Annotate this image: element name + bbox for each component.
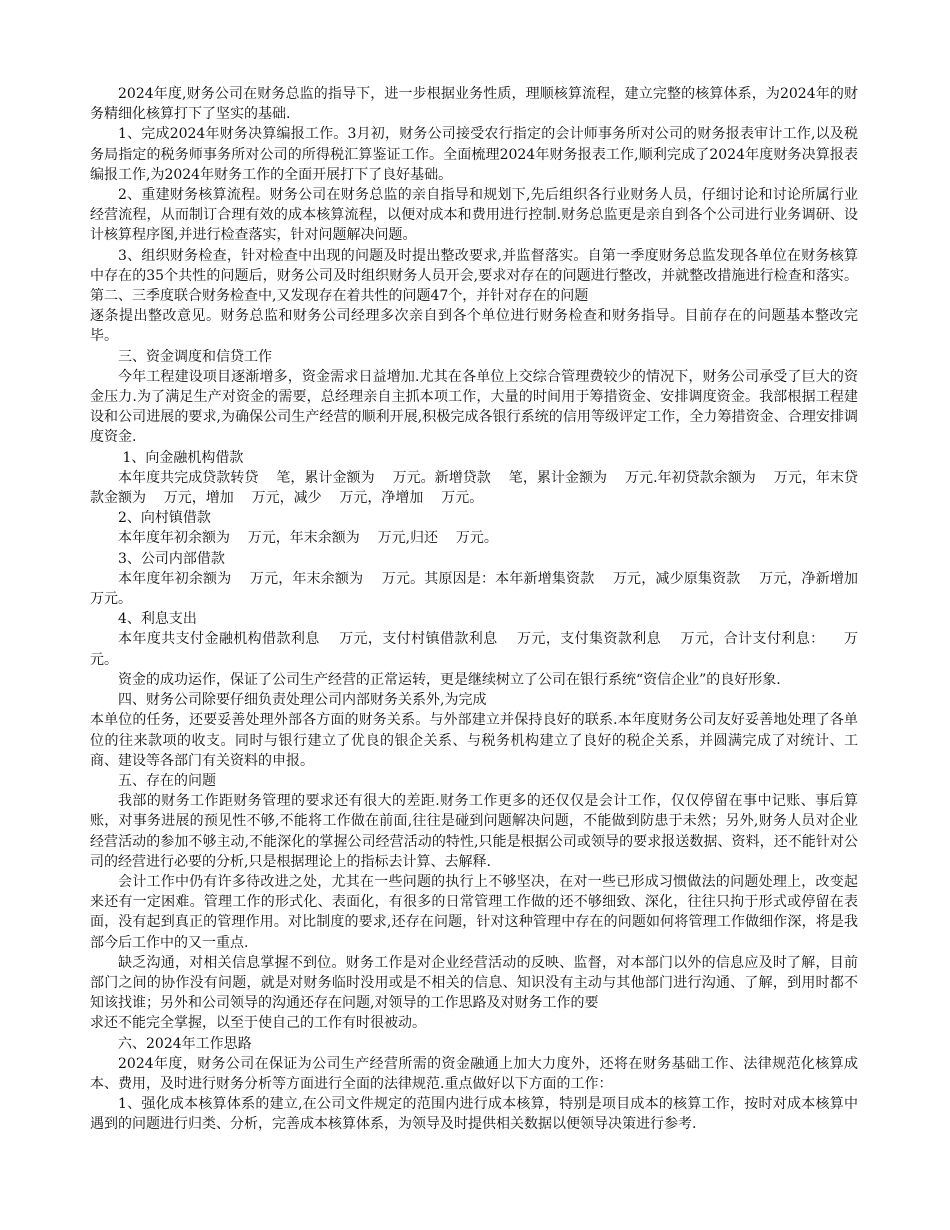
village-loans-text: 本年度年初余额为 万元，年末余额为 万元,归还 万元。 bbox=[118, 530, 498, 547]
item-2-accounting-process: 2、重建财务核算流程。财务公司在财务总监的亲自指导和规划下,先后组织各行业财务人员，仔细讨论和讨论所属行业经营流程，从而制订合理有效的成本核算流程，以便对成本和费用进行控制.财务总监更是亲自到各个公司进行业务调研、设计核算程序图,并进行检查落实，针对问题解决问题。 bbox=[90, 187, 858, 244]
problems-paragraph-2: 会计工作中仍有许多待改进之处，尤其在一些问题的执行上不够坚决，在对一些已形成习惯做法的问题处理上，改变起来还有一定困难。管理工作的形式化、表面化，有很多的日常管理工作做的还不够细致、深化，往往只拘于形式或停留在表面，没有起到真正的管理作用。对比制度的要求,还存在问题，针对这种管理中存在的问题如何将管理工作做细作深，将是我部今后工作中的又一重点. bbox=[90, 873, 858, 951]
plan-item-1: 1、强化成本核算体系的建立,在公司文件规定的范围内进行成本核算，特别是项目成本的核算工作，按时对成本核算中遇到的问题进行归类、分析，完善成本核算体系，为领导及时提供相关数据以便领导决策进行参考. bbox=[90, 1096, 858, 1133]
section-6-heading: 六、2024年工作思路 bbox=[118, 1035, 252, 1052]
section-6-intro: 2024年度，财务公司在保证为公司生产经营所需的资金融通上加大力度外，还将在财务基础工作、法律规范化核算成本、费用，及时进行财务分析等方面进行全面的法律规范.重点做好以下方面的工作： bbox=[90, 1055, 858, 1092]
subheading-internal-loans: 3、公司内部借款 bbox=[118, 550, 225, 567]
subheading-financial-loans: 1、向金融机构借款 bbox=[118, 449, 244, 466]
problems-paragraph-1: 我部的财务工作距财务管理的要求还有很大的差距.财务工作更多的还仅仅是会计工作，仅仅停留在事中记账、事后算账，对事务进展的预见性不够,不能将工作做在前面,往往是碰到问题解决问题，不能做到防患于未然；另外,财务人员对企业经营活动的参加不够主动,不能深化的掌握公司经营活动的特性,只能是根据公司或领导的要求报送数据、资料，还不能针对公司的经营进行必要的分析,只是根据理论上的指标去计算、去解释. bbox=[90, 793, 858, 870]
section-4-text: 本单位的任务，还要妥善处理外部各方面的财务关系。与外部建立并保持良好的联系.本年度财务公司友好妥善地处理了各单位的往来款项的收支。同时与银行建立了优良的银企关系、与税务机构建立了良好的税企关系，并圆满完成了对统计、工商、建设等各部门有关资料的申报。 bbox=[90, 712, 858, 769]
section-3-intro: 今年工程建设项目逐渐增多，资金需求日益增加.尤其在各单位上交综合管理费较少的情况下，财务公司承受了巨大的资金压力.为了满足生产对资金的需要，总经理亲自主抓本项工作，大量的时间用于筹措资金、安排调度资金。我部根据工程建设和公司进展的要求,为确保公司生产经营的顺利开展,积极完成各银行系统的信用等级评定工作，全力筹措资金、合理安排调度资金. bbox=[90, 368, 858, 446]
section-5-heading: 五、存在的问题 bbox=[118, 772, 216, 789]
intro-paragraph: 2024年度,财务公司在财务总监的指导下，进一步根据业务性质，理顺核算流程，建立完整的核算体系，为2024年的财务精细化核算打下了坚实的基础. bbox=[90, 86, 858, 123]
section-3-heading: 三、资金调度和信贷工作 bbox=[118, 348, 272, 365]
problems-paragraph-3-continuation: 求还不能完全掌握，以至于使自己的工作有时很被动。 bbox=[90, 1015, 426, 1032]
subheading-interest: 4、利息支出 bbox=[118, 611, 197, 628]
problems-paragraph-3: 缺乏沟通，对相关信息掌握不到位。财务工作是对企业经营活动的反映、监督，对本部门以外的信息应及时了解，目前部门之间的协作没有问题，就是对财务临时没用或是不相关的信息、知识没有主动与其他部门进行沟通、了解，到用时都不知该找谁；另外和公司领导的沟通还存在问题,对领导的工作思路及对财务工作的要 bbox=[90, 954, 858, 1012]
subheading-village-loans: 2、向村镇借款 bbox=[118, 510, 211, 527]
financial-loans-text: 本年度共完成贷款转贷 笔，累计金额为 万元。新增贷款 笔，累计金额为 万元.年初贷款余额为 万元，年末贷款金额为 万元，增加 万元，减少 万元，净增加 万元。 bbox=[90, 469, 858, 507]
item-3-continuation: 逐条提出整改意见。财务总监和财务公司经理多次亲自到各个单位进行财务检查和财务指导。目前存在的问题基本整改完毕。 bbox=[90, 308, 858, 345]
section-4-heading: 四、财务公司除要仔细负责处理公司内部财务关系外,为完成 bbox=[118, 692, 487, 709]
internal-loans-text: 本年度年初余额为 万元，年末余额为 万元。其原因是：本年新增集资款 万元，减少原集资款 万元，净新增加 万元。 bbox=[90, 570, 876, 608]
interest-text: 本年度共支付金融机构借款利息 万元，支付村镇借款利息 万元，支付集资款利息 万元，合计支付利息： 万元。 bbox=[90, 631, 858, 668]
item-1-year-end-accounts: 1、完成2024年财务决算编报工作。3月初，财务公司接受农行指定的会计师事务所对公司的财务报表审计工作,以及税务局指定的税务师事务所对公司的所得税汇算鉴证工作。全面梳理2024年财务报表工作,顺利完成了2024年度财务决算报表编报工作,为2024年财务工作的全面开展打下了良好基础。 bbox=[90, 126, 858, 183]
funding-summary: 资金的成功运作，保证了公司生产经营的正常运转，更是继续树立了公司在银行系统“资信企业”的良好形象. bbox=[118, 671, 781, 688]
item-3-financial-inspection: 3、组织财务检查，针对检查中出现的问题及时提出整改要求,并监督落实。自第一季度财务总监发现各单位在财务核算中存在的35个共性的问题后，财务公司及时组织财务人员开会,要求对存在的问题进行整改，并就整改措施进行检查和落实。第二、三季度联合财务检查中,又发现存在着共性的问题47个，并针对存在的问题 bbox=[90, 247, 858, 305]
